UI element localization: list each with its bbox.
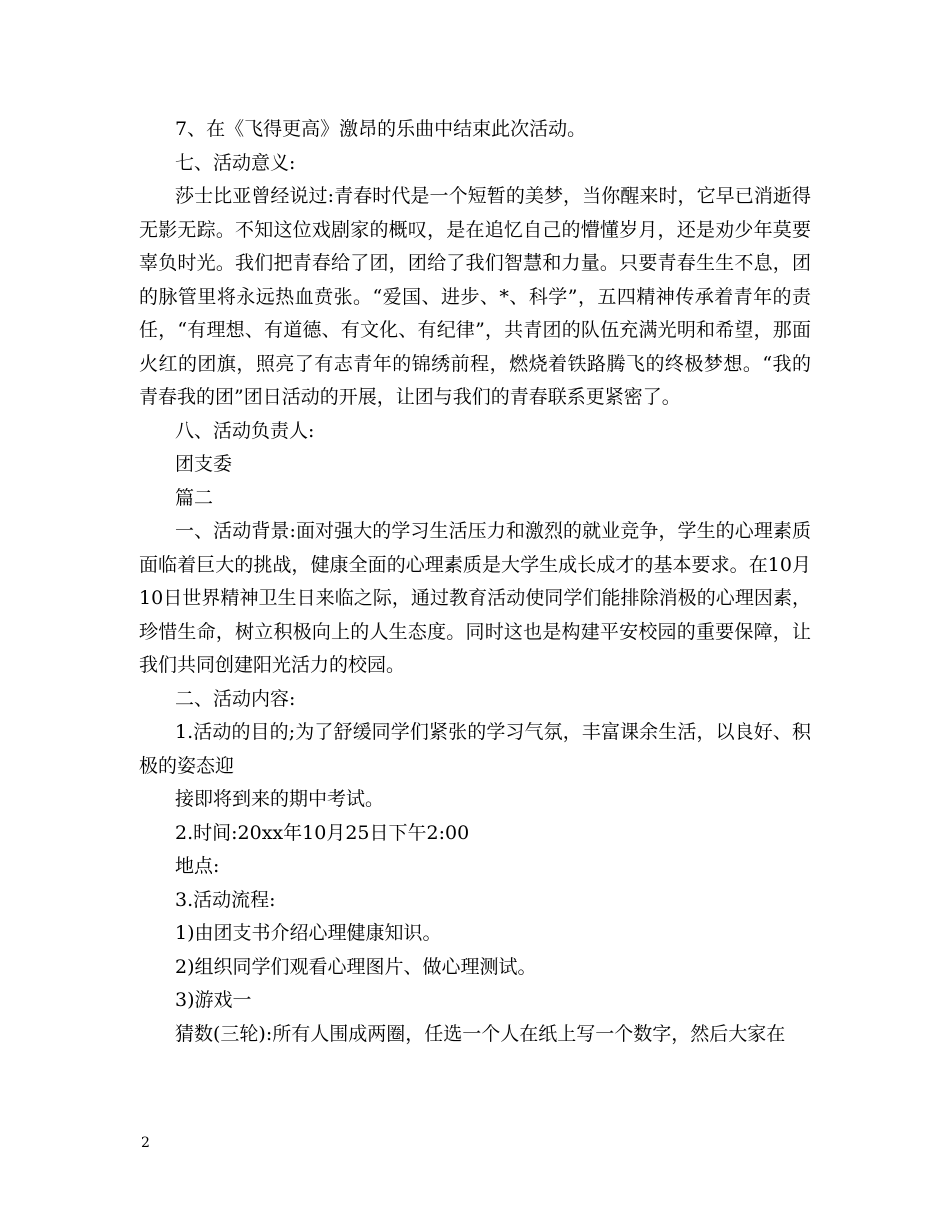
section-heading: 七、活动意义: xyxy=(175,151,296,174)
paragraph: 7、在《飞得更高》激昂的乐曲中结束此次活动。 xyxy=(175,118,587,140)
paragraph: 1)由团支书介绍心理健康知识。 xyxy=(175,922,442,944)
paragraph: 2.时间:20xx年10月25日下午2:00 xyxy=(175,821,470,844)
paragraph: 3.活动流程: xyxy=(175,888,276,911)
document-body xyxy=(139,113,811,1051)
paragraph: 2)组织同学们观看心理图片、做心理测试。 xyxy=(175,955,537,978)
paragraph: 猜数(三轮):所有人围成两圈，任选一个人在纸上写一个数字，然后大家在 xyxy=(175,1022,786,1045)
page-number: 2 xyxy=(141,1135,150,1151)
section-heading: 篇二 xyxy=(175,486,214,509)
paragraph: 地点: xyxy=(175,855,220,877)
section-heading: 八、活动负责人: xyxy=(175,419,315,442)
paragraph: 1.活动的目的;为了舒缓同学们紧张的学习气氛，丰富课余生活，以良好、积极的姿态迎 xyxy=(139,721,811,777)
paragraph: 莎士比亚曾经说过:青春时代是一个短暂的美梦，当你醒来时，它早已消逝得无影无踪。不知这位戏剧家的概叹，是在追忆自己的懵懂岁月，还是劝少年莫要辜负时光。我们把青春给了团，团给了我们智慧和力量。只要青春生生不息，团的脉管里将永远热血贲张。“爱国、进步、*、科学”，五四精神传承着青年的责任，“有理想、有道德、有文化、有纪律”，共青团的队伍充满光明和希望，那面火红的团旗，照亮了有志青年的锦绣前程，燃烧着铁路腾飞的终极梦想。“我的青春我的团”团日活动的开展，让团与我们的青春联系更紧密了。 xyxy=(139,185,811,408)
paragraph: 3)游戏一 xyxy=(175,989,252,1011)
section-heading: 二、活动内容: xyxy=(175,687,296,710)
paragraph: 团支委 xyxy=(175,453,233,475)
paragraph: 接即将到来的期中考试。 xyxy=(175,788,385,810)
paragraph: 一、活动背景:面对强大的学习生活压力和激烈的就业竞争，学生的心理素质面临着巨大的挑战，健康全面的心理素质是大学生成长成才的基本要求。在10月10日世界精神卫生日来临之际，通过教育活动使同学们能排除消极的心理因素，珍惜生命，树立积极向上的人生态度。同时这也是构建平安校园的重要保障，让我们共同创建阳光活力的校园。 xyxy=(139,520,811,676)
